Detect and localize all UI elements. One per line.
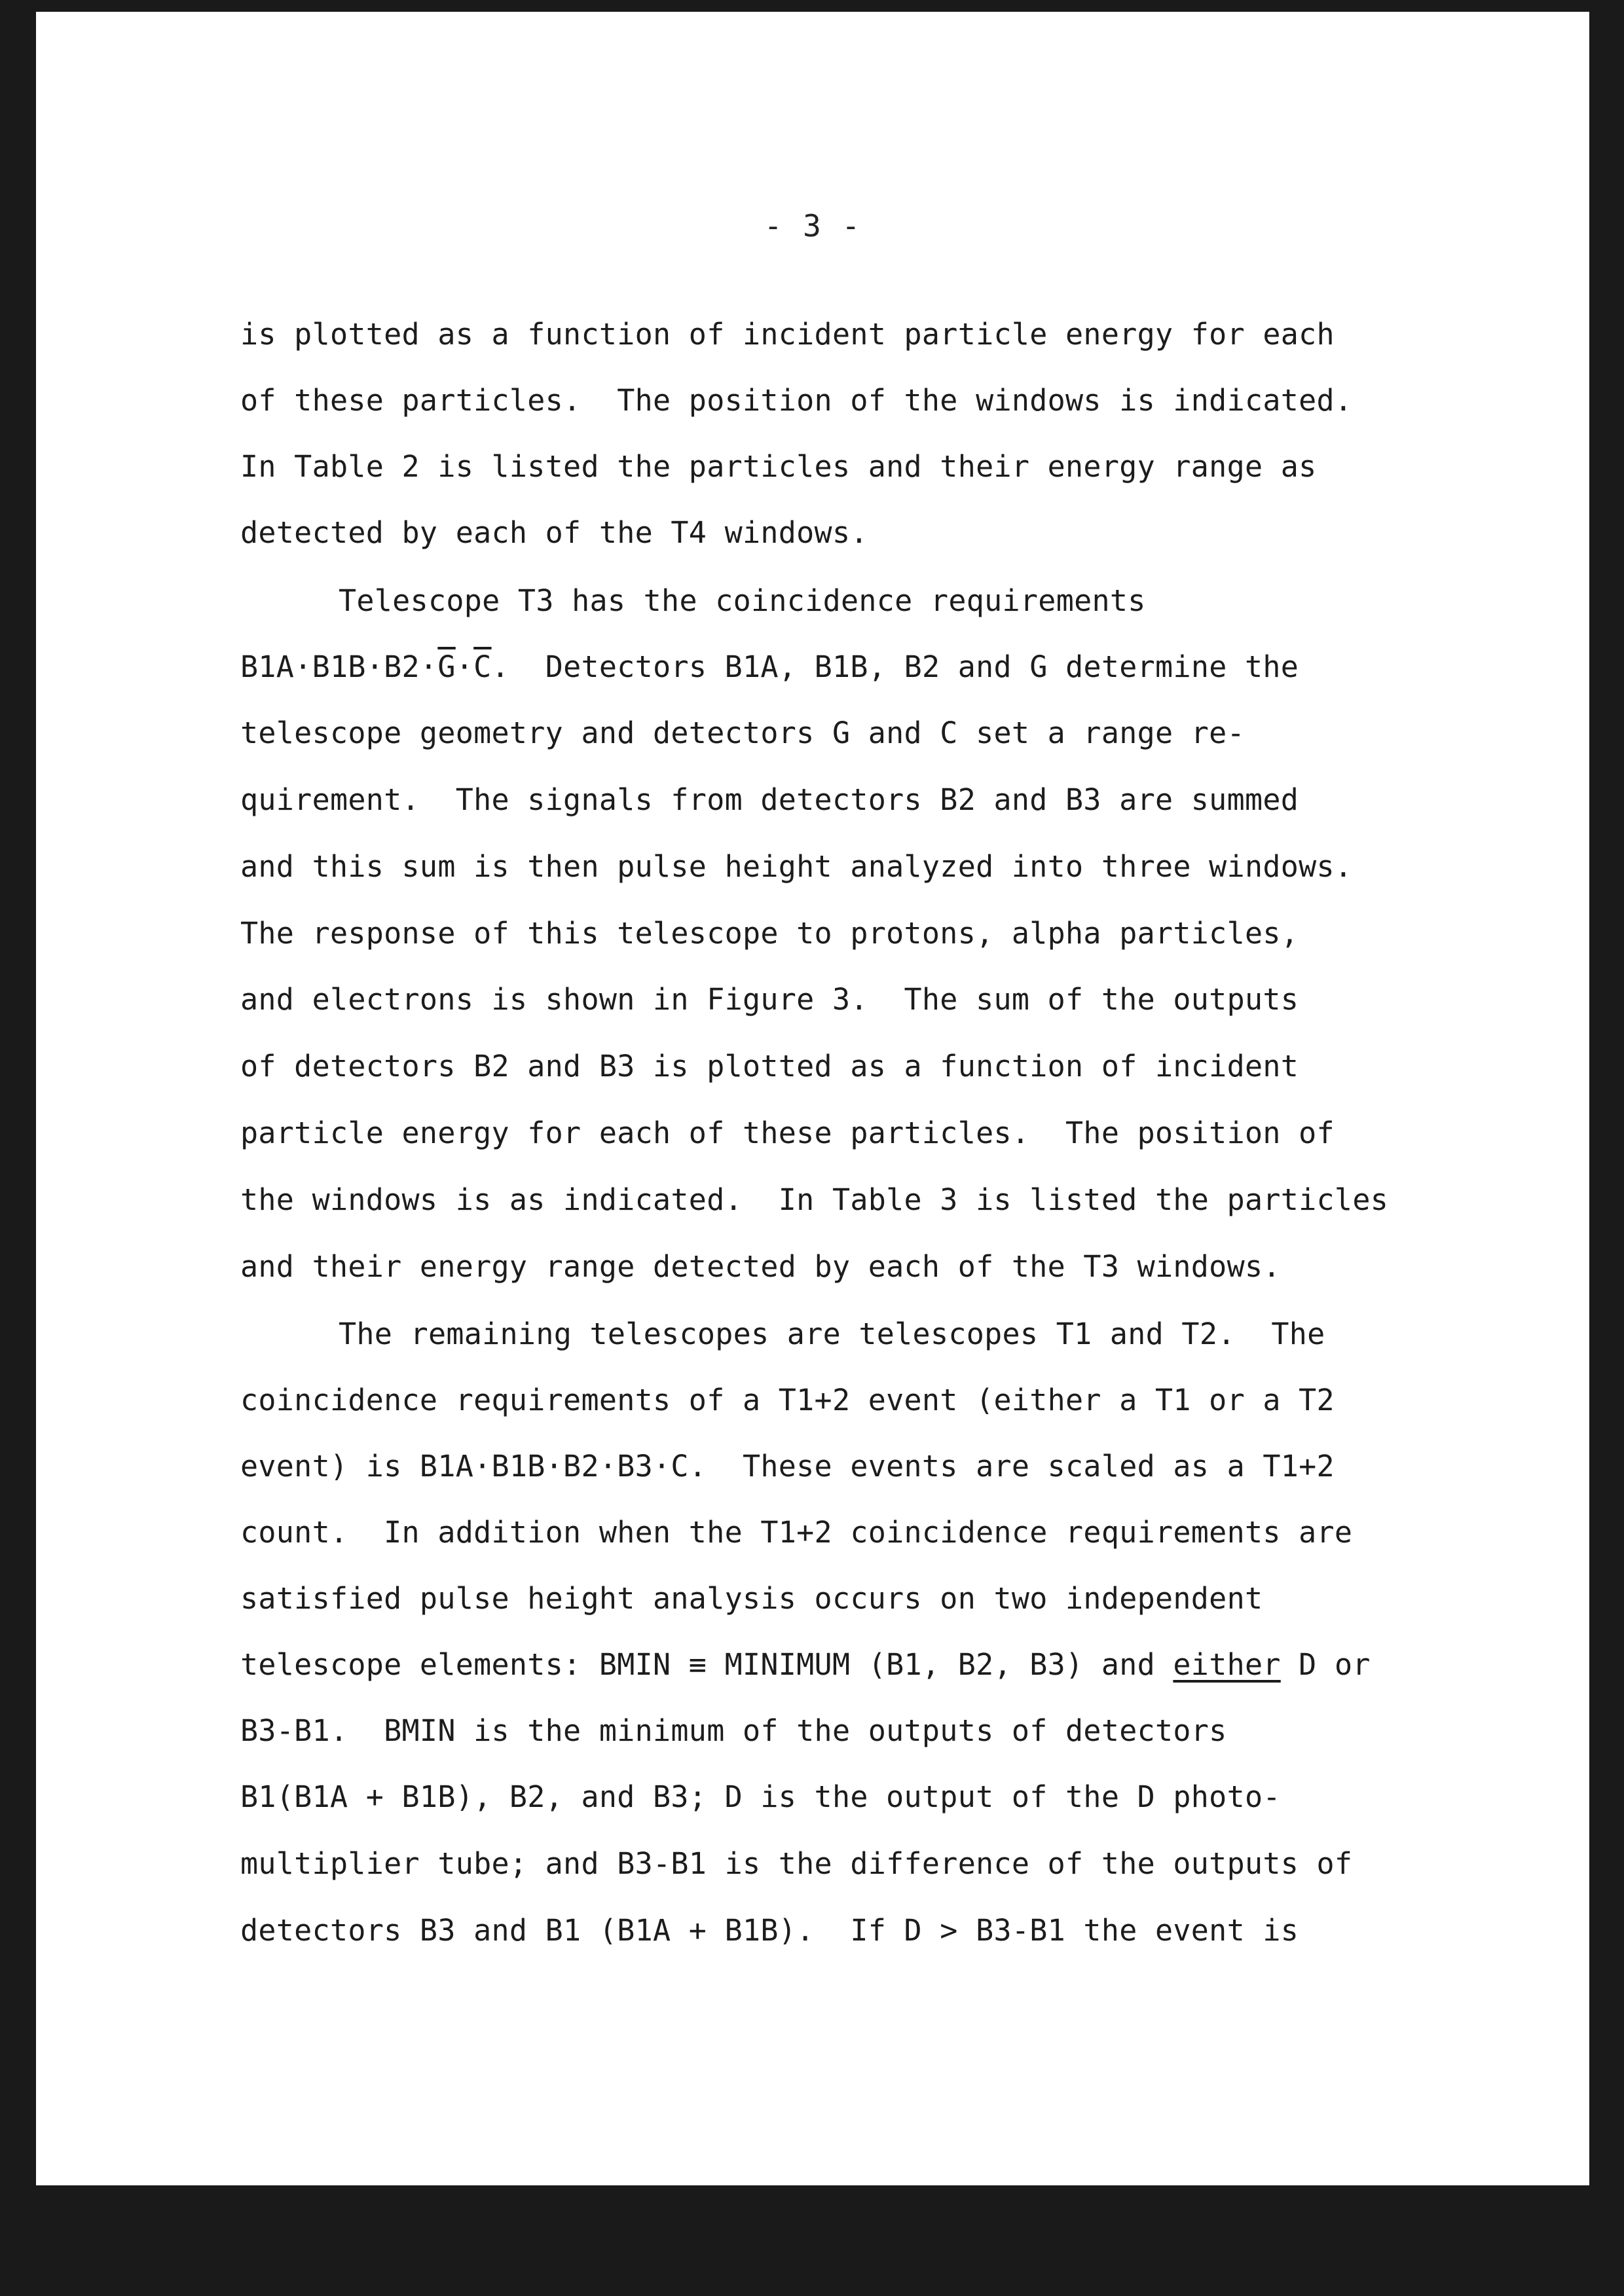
text-line: B3-B1. BMIN is the minimum of the outputs of detectors (240, 1713, 1227, 1748)
text-line: In Table 2 is listed the particles and their energy range as (240, 449, 1317, 484)
text-line: satisfied pulse height analysis occurs on two independent (240, 1581, 1263, 1616)
text-line: quirement. The signals from detectors B2 and B3 are summed (240, 782, 1299, 817)
text-line: count. In addition when the T1+2 coincidence requirements are (240, 1515, 1353, 1550)
text-line: telescope geometry and detectors G and C set a range re- (240, 716, 1245, 750)
text-segment: . Detectors B1A, B1B, B2 and G determine the (491, 649, 1299, 684)
text-line: and their energy range detected by each of the T3 windows. (240, 1249, 1281, 1284)
text-line-with-overlines (240, 649, 1299, 685)
text-line: is plotted as a function of incident particle energy for each (240, 317, 1335, 352)
text-line: detectors B3 and B1 (B1A + B1B). If D > B3-B1 the event is (240, 1913, 1299, 1948)
text-line: multiplier tube; and B3-B1 is the difference of the outputs of (240, 1846, 1353, 1881)
text-line-with-underline (240, 1647, 1371, 1683)
text-line: of detectors B2 and B3 is plotted as a function of incident (240, 1049, 1299, 1084)
underlined-either: either (1173, 1647, 1281, 1682)
text-line: and this sum is then pulse height analyzed into three windows. (240, 849, 1353, 884)
text-line: particle energy for each of these particles. The position of (240, 1116, 1335, 1150)
text-segment: D or (1280, 1647, 1371, 1682)
text-line: detected by each of the T4 windows. (240, 515, 868, 550)
text-segment: telescope elements: BMIN ≡ MINIMUM (B1, B2, B3) and (240, 1647, 1173, 1682)
text-line: the windows is as indicated. In Table 3 is listed the particles (240, 1182, 1389, 1217)
text-line: and electrons is shown in Figure 3. The sum of the outputs (240, 982, 1299, 1017)
text-line: B1(B1A + B1B), B2, and B3; D is the output of the D photo- (240, 1779, 1281, 1814)
text-line: The response of this telescope to protons, alpha particles, (240, 916, 1299, 951)
text-line: Telescope T3 has the coincidence requirements (339, 583, 1146, 618)
text-line: event) is B1A·B1B·B2·B3·C. These events are scaled as a T1+2 (240, 1449, 1335, 1484)
text-segment: · (455, 649, 474, 684)
page-number: - 3 - (764, 208, 862, 244)
text-line: The remaining telescopes are telescopes T1 and T2. The (339, 1317, 1325, 1351)
text-line: of these particles. The position of the windows is indicated. (240, 383, 1353, 418)
overlined-g: $\overline{G}$ (437, 649, 456, 684)
document-page (36, 12, 1589, 2185)
text-segment: B1A·B1B·B2· (240, 649, 438, 684)
overlined-c: $\overline{C}$ (473, 649, 492, 684)
text-line: coincidence requirements of a T1+2 event (either a T1 or a T2 (240, 1383, 1335, 1417)
